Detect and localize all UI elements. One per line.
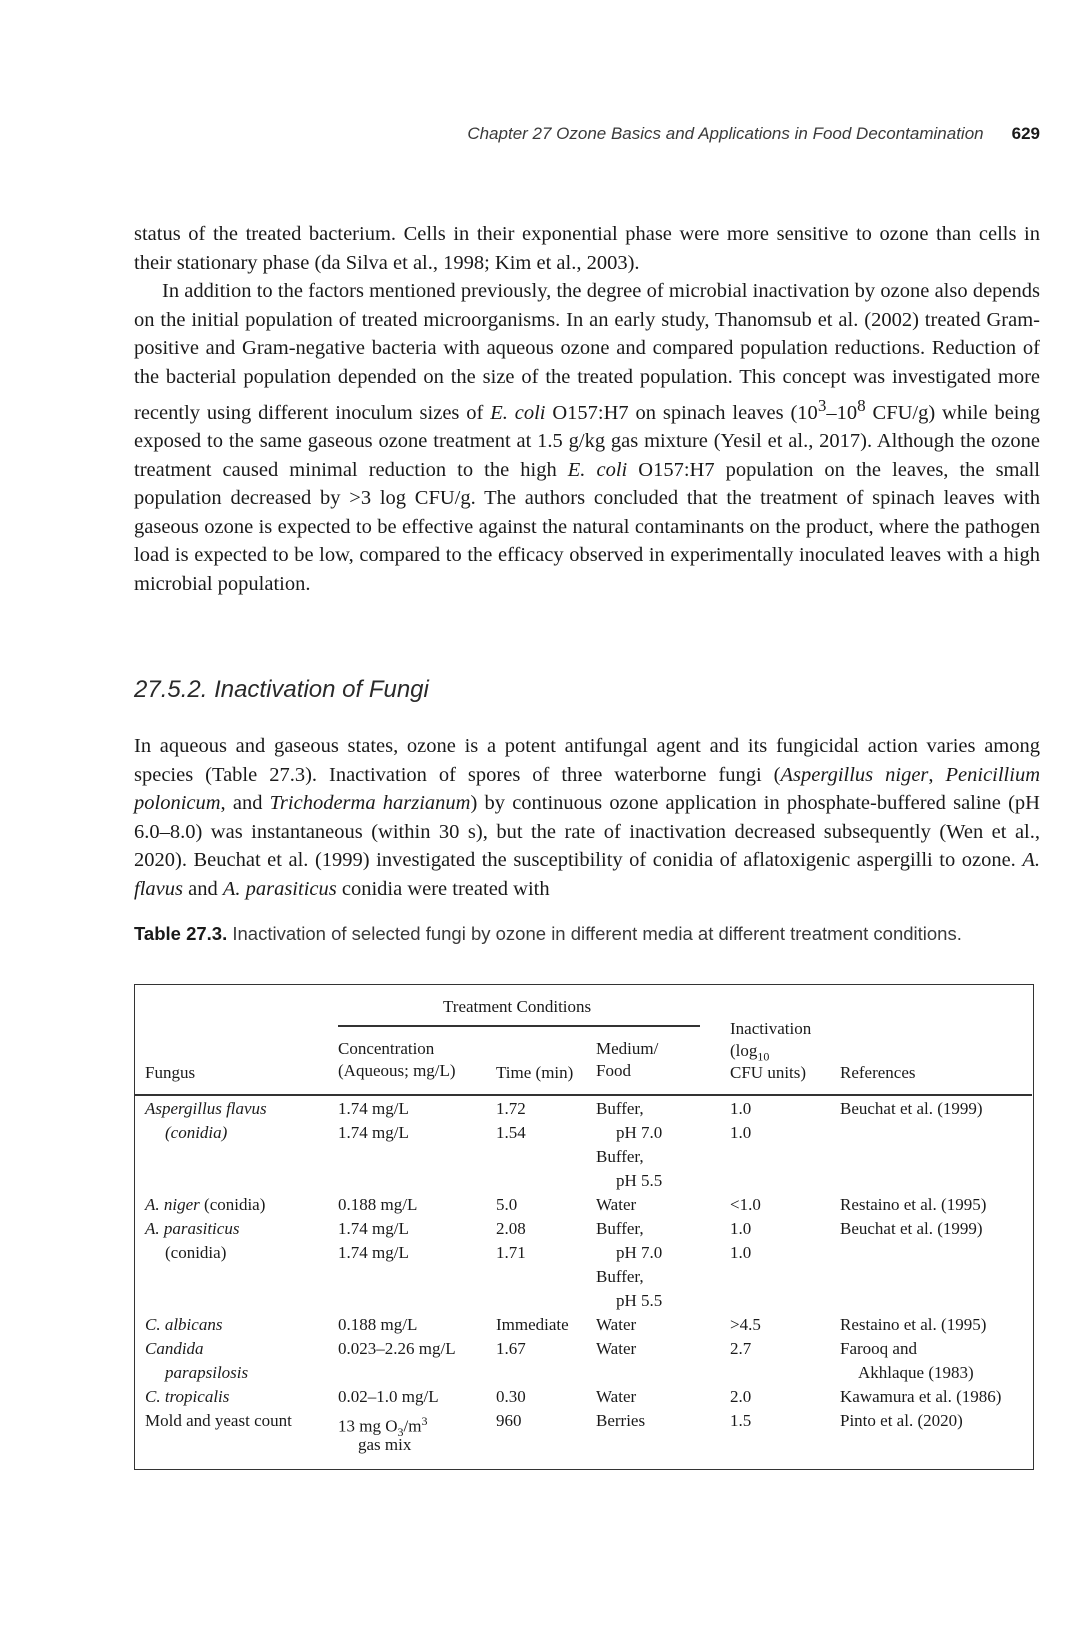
row1-medium-1: Buffer, xyxy=(596,1099,644,1118)
p3-text-b: , xyxy=(928,763,946,786)
row7-conc-a: 13 mg O xyxy=(338,1416,398,1436)
row2-medium: Water xyxy=(596,1195,637,1214)
row7-inact: 1.5 xyxy=(730,1411,752,1430)
row5-ref-2: Akhlaque (1983) xyxy=(858,1363,974,1382)
header-bottom-rule xyxy=(135,1094,1032,1096)
table-caption-label: Table 27.3. xyxy=(134,923,228,944)
chapter-title: Chapter 27 Ozone Basics and Applications in Food Decontamination xyxy=(467,124,984,143)
row4-time: Immediate xyxy=(496,1315,569,1334)
row4-medium: Water xyxy=(596,1315,637,1334)
row6-conc: 0.02–1.0 mg/L xyxy=(338,1387,439,1406)
row2-inact: <1.0 xyxy=(730,1195,761,1214)
row1-inact-2: 1.0 xyxy=(730,1123,752,1142)
section-heading: 27.5.2. Inactivation of Fungi xyxy=(134,676,429,703)
p3-aparasiticus: A. parasiticus xyxy=(222,877,337,900)
header-time: Time (min) xyxy=(496,1063,574,1082)
row3-fungus: A. parasiticus xyxy=(145,1219,240,1238)
row1-inact-1: 1.0 xyxy=(730,1099,752,1118)
p2-sup-2: 8 xyxy=(857,395,866,415)
row1-medium-2: pH 7.0 xyxy=(616,1123,663,1142)
paragraph-3 xyxy=(134,732,1040,904)
row5-fungus: Candida xyxy=(145,1339,204,1358)
row4-ref: Restaino et al. (1995) xyxy=(840,1315,987,1334)
row1-conc-2: 1.74 mg/L xyxy=(338,1123,409,1142)
row7-fungus: Mold and yeast count xyxy=(145,1411,292,1430)
row5-fungus-2: parapsilosis xyxy=(165,1363,249,1382)
row2-fungus xyxy=(145,1193,265,1217)
row3-conc-1: 1.74 mg/L xyxy=(338,1219,409,1238)
p2-text-a: In addition to the factors mentioned previously, the degree of microbial inactivation by ozone also depends on the initial population of treated microorganisms. In an early study, Thanomsub et al. (2002) treated Gram-positive and Gram-negative bacteria with aqueous ozone and compared population reductions. Reduction of the bacterial population depended on the size of the treated population. This concept was investigated more recently using different inoculum sizes of xyxy=(134,280,1040,424)
row3-time-1: 2.08 xyxy=(496,1219,526,1238)
header-inactivation-1: Inactivation xyxy=(730,1019,812,1038)
row7-ref: Pinto et al. (2020) xyxy=(840,1411,963,1430)
header-concentration-2: (Aqueous; mg/L) xyxy=(338,1061,456,1080)
row7-medium: Berries xyxy=(596,1411,646,1430)
row3-medium-4: pH 5.5 xyxy=(616,1291,663,1310)
row7-conc-subscript: 3 xyxy=(397,1425,404,1440)
header-inactivation-3: CFU units) xyxy=(730,1063,807,1082)
row2-ref: Restaino et al. (1995) xyxy=(840,1195,987,1214)
body-text-top xyxy=(134,220,1040,599)
row5-time: 1.67 xyxy=(496,1339,526,1358)
row1-medium-4: pH 5.5 xyxy=(616,1171,663,1190)
row1-conc-1: 1.74 mg/L xyxy=(338,1099,409,1118)
row7-conc-superscript: 3 xyxy=(421,1414,428,1428)
row2-fungus-plain: (conidia) xyxy=(199,1195,266,1214)
p3-text-c: , and xyxy=(220,792,270,815)
row3-inact-2: 1.0 xyxy=(730,1243,752,1262)
row3-medium-2: pH 7.0 xyxy=(616,1243,663,1262)
p2-ecoli-1: E. coli xyxy=(490,401,546,424)
table-caption-text: Inactivation of selected fungi by ozone in different media at different treatment conditions. xyxy=(227,923,962,944)
row3-inact-1: 1.0 xyxy=(730,1219,752,1238)
row7-time: 960 xyxy=(496,1411,522,1430)
row2-time: 5.0 xyxy=(496,1195,518,1214)
row5-ref-1: Farooq and xyxy=(840,1339,917,1358)
header-references: References xyxy=(840,1063,916,1082)
running-header xyxy=(132,124,1040,144)
header-concentration-1: Concentration xyxy=(338,1039,435,1058)
row1-fungus-2: (conidia) xyxy=(165,1123,228,1142)
row2-conc: 0.188 mg/L xyxy=(338,1195,418,1214)
header-log: (log xyxy=(730,1041,758,1060)
p3-text-d: ) by continuous ozone application in phosphate-buffered saline (pH 6.0–8.0) was instantaneous (within 30 s), but the rate of inactivation decreased subsequently (Wen et al., 2020). Beuchat et al. (1999) investigated the susceptibility of conidia of aflatoxigenic aspergilli to ozone. xyxy=(134,792,1040,872)
header-log-subscript: 10 xyxy=(757,1049,770,1064)
p2-text-d: CFU/g) while being exposed to the same gaseous ozone treatment at 1.5 g/kg gas mixture (Yesil et al., 2017). Although the ozone treatment caused minimal reduction to the high xyxy=(134,401,1041,481)
p2-text-e: O157:H7 population on the leaves, the small population decreased by >3 log CFU/g. The authors concluded that the treatment of spinach leaves with gaseous ozone is expected to be effective against the natural contaminants on the product, where the pathogen load is expected to be low, compared to the efficacy observed in experimentally inoculated leaves with a high microbial population. xyxy=(134,458,1040,595)
row4-inact: >4.5 xyxy=(730,1315,761,1334)
table-caption xyxy=(134,921,1014,946)
p3-aflavus: A. flavus xyxy=(134,849,1040,900)
group-header-rule xyxy=(338,1025,700,1027)
row5-inact: 2.7 xyxy=(730,1339,752,1358)
row3-conc-2: 1.74 mg/L xyxy=(338,1243,409,1262)
row6-inact: 2.0 xyxy=(730,1387,752,1406)
row3-medium-3: Buffer, xyxy=(596,1267,644,1286)
p3-tharzianum: Trichoderma harzianum xyxy=(269,792,471,815)
p2-sup-1: 3 xyxy=(817,395,827,415)
page-number: 629 xyxy=(1011,124,1040,143)
row5-medium: Water xyxy=(596,1339,637,1358)
p2-text-b: O157:H7 on spinach leaves (10 xyxy=(545,401,818,424)
body-text-fungi xyxy=(134,732,1040,904)
header-medium-1: Medium/ xyxy=(596,1039,659,1058)
row4-conc: 0.188 mg/L xyxy=(338,1315,418,1334)
header-medium-2: Food xyxy=(596,1061,631,1080)
row3-ref: Beuchat et al. (1999) xyxy=(840,1219,983,1238)
row1-fungus: Aspergillus flavus xyxy=(145,1099,267,1118)
row7-conc-b: /m xyxy=(403,1416,422,1436)
row2-fungus-italic: A. niger xyxy=(145,1195,200,1214)
row1-time-1: 1.72 xyxy=(496,1099,526,1118)
row6-medium: Water xyxy=(596,1387,637,1406)
row3-medium-1: Buffer, xyxy=(596,1219,644,1238)
row3-fungus-2: (conidia) xyxy=(165,1243,227,1262)
header-fungus: Fungus xyxy=(145,1063,196,1082)
row1-ref: Beuchat et al. (1999) xyxy=(840,1099,983,1118)
row5-conc: 0.023–2.26 mg/L xyxy=(338,1339,456,1358)
paragraph-1 xyxy=(134,220,1040,277)
paragraph-1-text: status of the treated bacterium. Cells in their exponential phase were more sensitive to ozone than cells in their stationary phase (da Silva et al., 1998; Kim et al., 2003). xyxy=(134,223,1040,274)
p3-aniger: Aspergillus niger xyxy=(780,763,929,786)
row6-ref: Kawamura et al. (1986) xyxy=(840,1387,1002,1406)
p3-ppolonicum: Penicillium polonicum xyxy=(134,763,1041,815)
p3-text-e: and xyxy=(182,877,223,900)
p3-text-f: conidia were treated with xyxy=(336,877,550,900)
header-treatment-conditions: Treatment Conditions xyxy=(443,997,592,1016)
p2-ecoli-2: E. coli xyxy=(567,458,628,481)
row1-medium-3: Buffer, xyxy=(596,1147,644,1166)
paragraph-2 xyxy=(134,277,1040,598)
row7-conc-2: gas mix xyxy=(358,1435,412,1454)
row1-time-2: 1.54 xyxy=(496,1123,526,1142)
fungi-inactivation-table xyxy=(134,984,1034,1470)
p2-text-c: –10 xyxy=(826,401,858,424)
row6-time: 0.30 xyxy=(496,1387,526,1406)
p3-text-a: In aqueous and gaseous states, ozone is a potent antifungal agent and its fungicidal action varies among species (Table 27.3). Inactivation of spores of three waterborne fungi ( xyxy=(134,735,1040,786)
row3-time-2: 1.71 xyxy=(496,1243,526,1262)
row6-fungus: C. tropicalis xyxy=(145,1387,230,1406)
row4-fungus: C. albicans xyxy=(145,1315,223,1334)
